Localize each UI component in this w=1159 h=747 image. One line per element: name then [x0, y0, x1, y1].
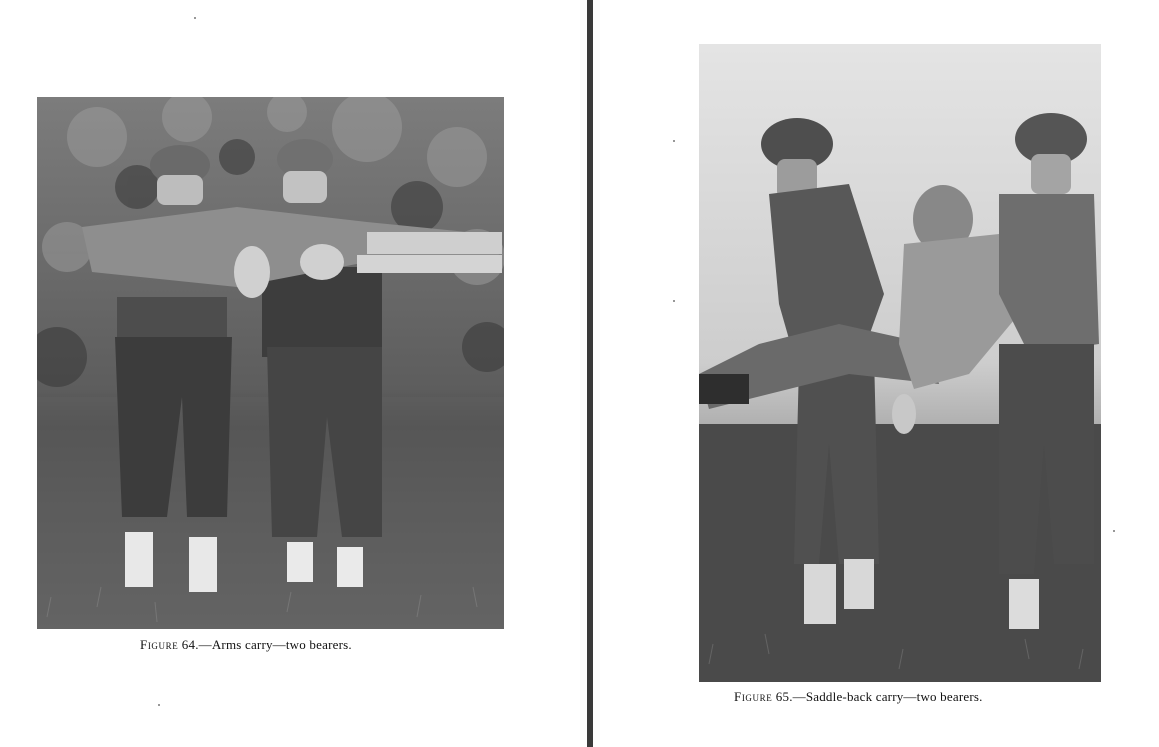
figure-64-number: 64 [181, 637, 196, 652]
figure-64-photo [37, 97, 504, 629]
figure-64-label: Figure [140, 637, 179, 652]
figure-65-photo [699, 44, 1101, 682]
figure-65-caption [734, 689, 983, 705]
figure-64-photo-image [37, 97, 504, 629]
print-speck [194, 17, 196, 19]
figure-64-caption-text: .—Arms carry—two bearers. [195, 637, 352, 652]
right-page [593, 0, 1159, 747]
print-speck [673, 140, 675, 142]
figure-65-label: Figure [734, 689, 773, 704]
figure-65-caption-text: .—Saddle-back carry—two bearers. [789, 689, 983, 704]
print-speck [673, 300, 675, 302]
figure-64-caption [140, 637, 352, 653]
print-speck [1113, 530, 1115, 532]
figure-65-photo-image [699, 44, 1101, 682]
print-speck [158, 704, 160, 706]
figure-65-number: 65 [775, 689, 790, 704]
